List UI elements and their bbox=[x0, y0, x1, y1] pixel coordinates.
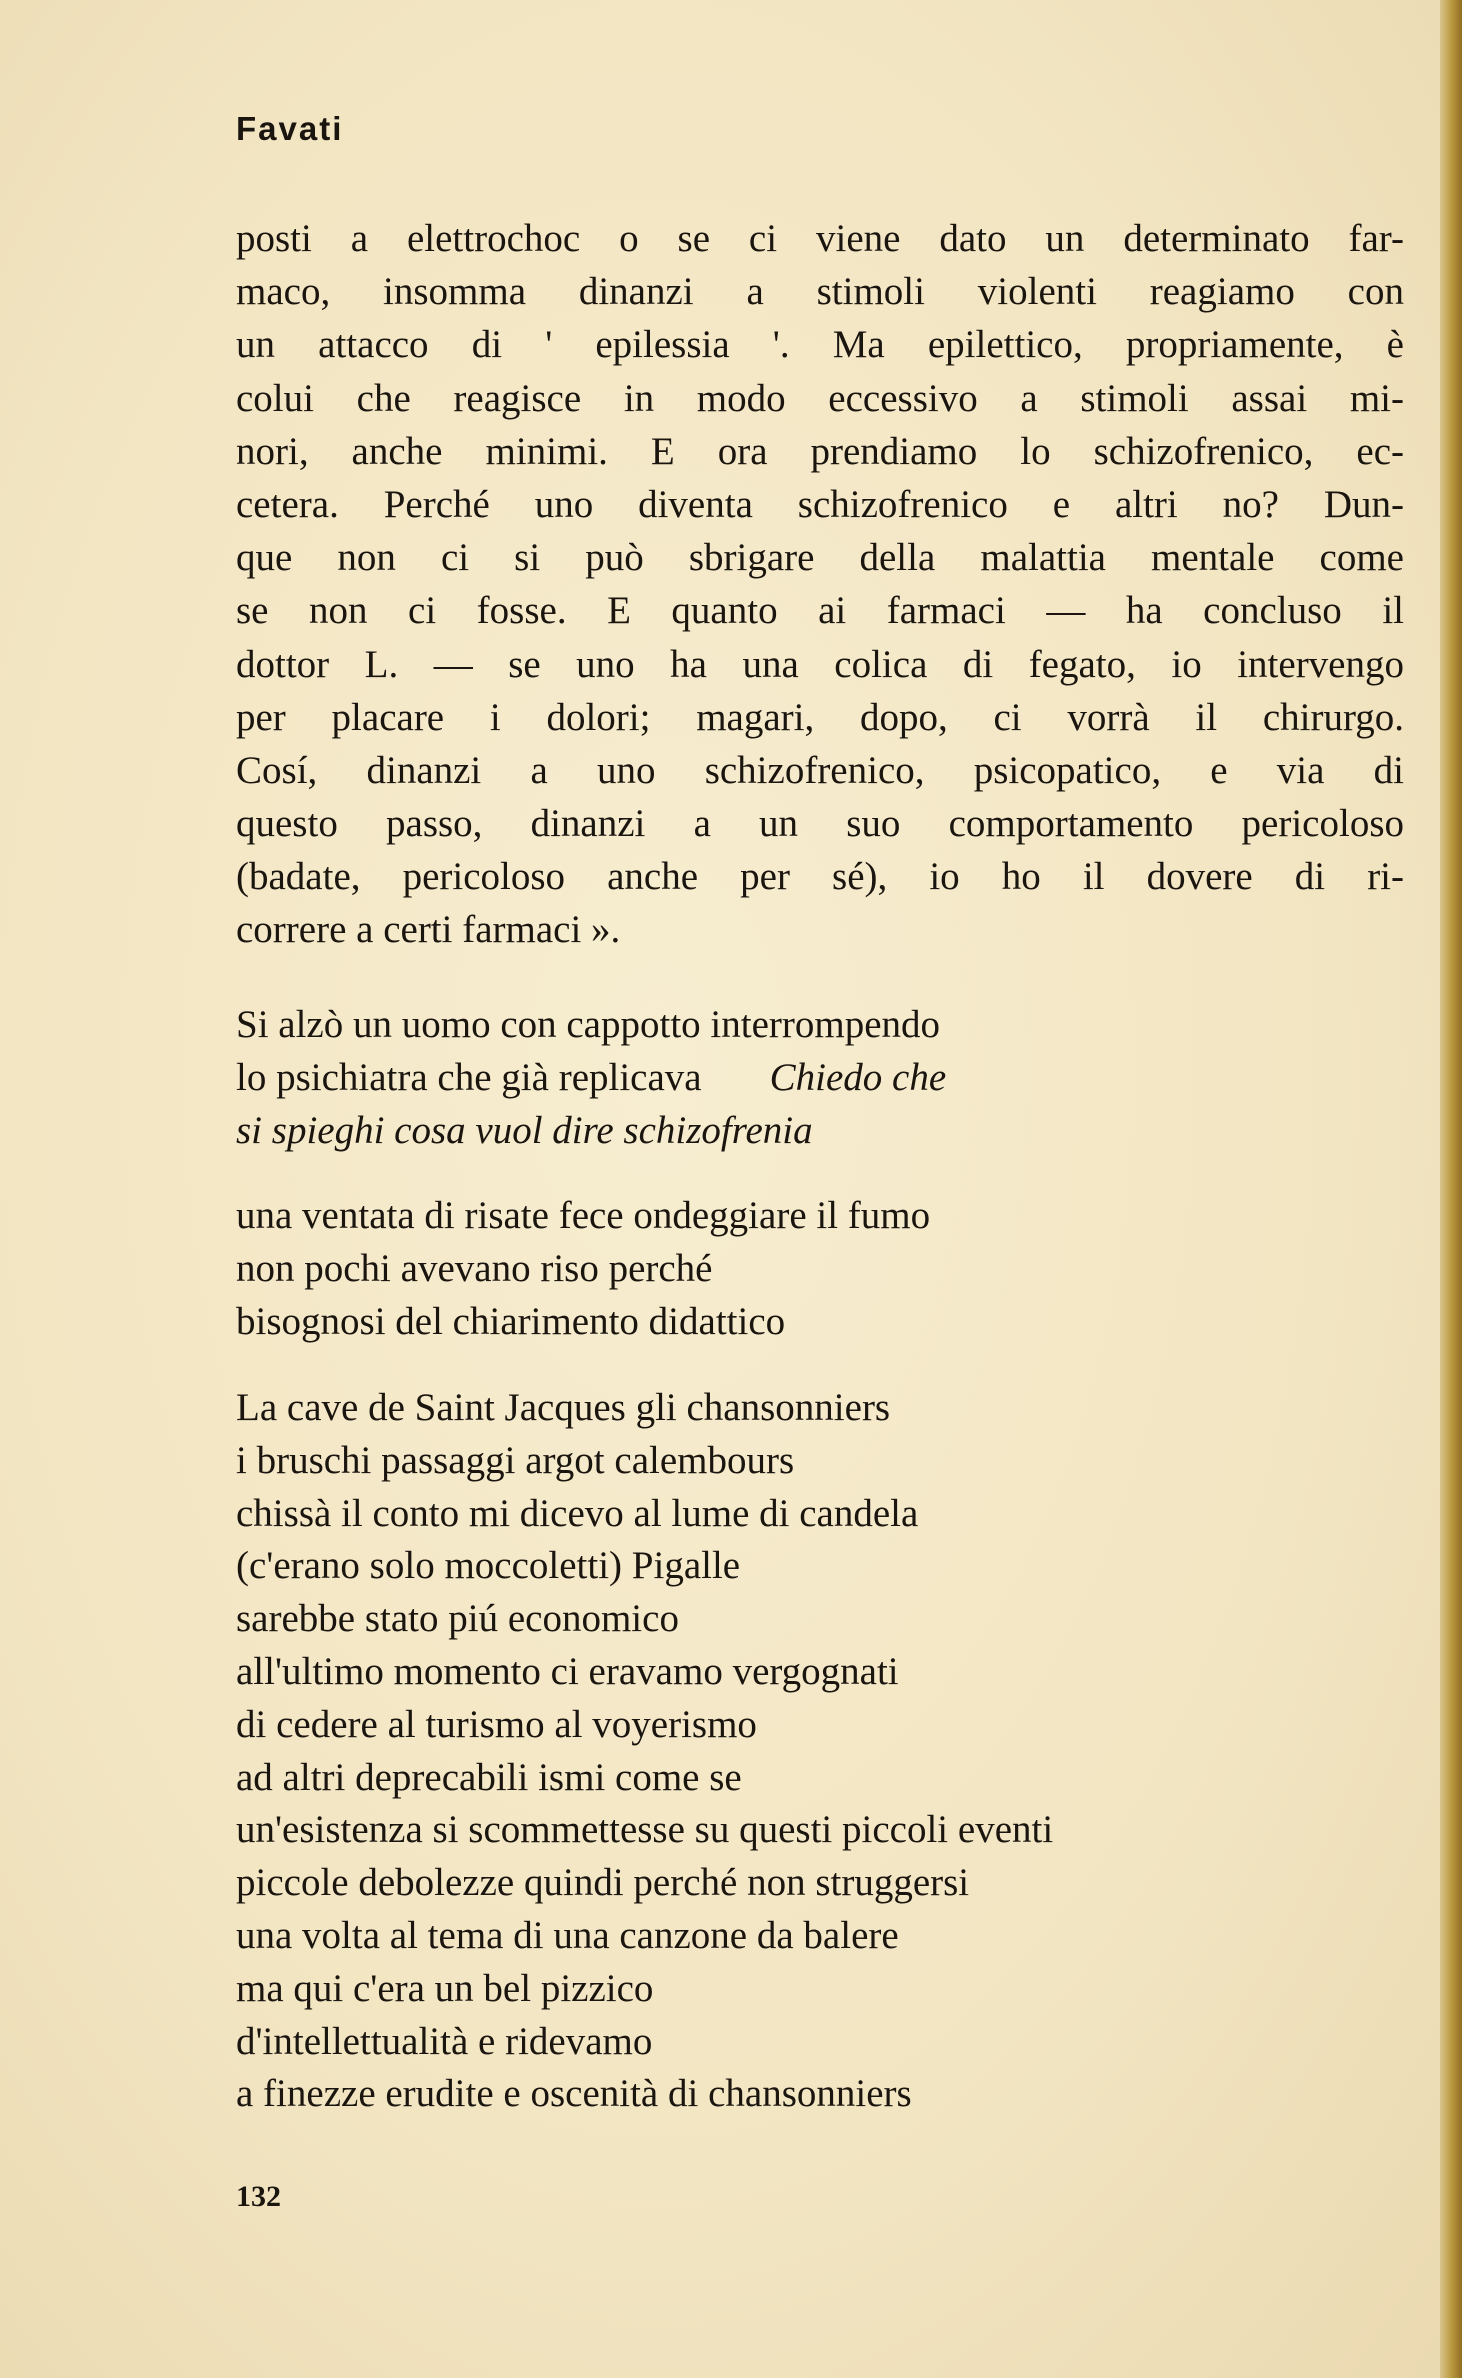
verse-stanza bbox=[236, 1190, 930, 1348]
verse-line: d'intellettualità e ridevamo bbox=[236, 2019, 653, 2063]
verse-line: ma qui c'era un bel pizzico bbox=[236, 1966, 654, 2010]
verse-line: ad altri deprecabili ismi come se bbox=[236, 1755, 742, 1799]
prose-line: que non ci si può sbrigare della malattia mentale come bbox=[236, 536, 1404, 580]
verse-line: di cedere al turismo al voyerismo bbox=[236, 1702, 757, 1746]
verse-line bbox=[236, 1052, 946, 1105]
verse-line: i bruschi passaggi argot calembours bbox=[236, 1438, 795, 1482]
verse-line: una volta al tema di una canzone da balere bbox=[236, 1913, 899, 1957]
verse-line: bisognosi del chiarimento didattico bbox=[236, 1299, 786, 1343]
verse-stanza bbox=[236, 1382, 1053, 2121]
prose-line: per placare i dolori; magari, dopo, ci vorrà il chirurgo. bbox=[236, 695, 1404, 739]
verse-segment: lo psichiatra che già replicava bbox=[236, 1055, 702, 1099]
verse-line: piccole debolezze quindi perché non struggersi bbox=[236, 1861, 970, 1905]
prose-line: nori, anche minimi. E ora prendiamo lo schizofrenico, ec- bbox=[236, 429, 1404, 473]
verse-line: Si alzò un uomo con cappotto interrompendo bbox=[236, 1003, 941, 1046]
verse-line-italic: si spieghi cosa vuol dire schizofrenia bbox=[236, 1108, 813, 1152]
verse-line: La cave de Saint Jacques gli chansonniers bbox=[236, 1386, 891, 1429]
running-head: Favati bbox=[236, 110, 344, 147]
verse-line: una ventata di risate fece ondeggiare il fumo bbox=[236, 1194, 931, 1237]
verse-segment-italic: Chiedo che bbox=[769, 1055, 947, 1099]
verse-line: non pochi avevano riso perché bbox=[236, 1246, 713, 1290]
verse-stanza bbox=[236, 999, 946, 1157]
prose-line: se non ci fosse. E quanto ai farmaci — ha concluso il bbox=[236, 589, 1404, 633]
verse-line: un'esistenza si scommettesse su questi piccoli eventi bbox=[236, 1808, 1054, 1852]
prose-line: dottor L. — se uno ha una colica di fegato, io intervengo bbox=[236, 642, 1404, 686]
prose-paragraph bbox=[236, 212, 1404, 957]
verse-line: chissà il conto mi dicevo al lume di candela bbox=[236, 1491, 919, 1535]
prose-line: maco, insomma dinanzi a stimoli violenti reagiamo con bbox=[236, 270, 1404, 314]
prose-line: correre a certi farmaci ». bbox=[236, 908, 621, 952]
prose-line: Cosí, dinanzi a uno schizofrenico, psicopatico, e via di bbox=[236, 748, 1404, 792]
prose-line: questo passo, dinanzi a un suo comportamento pericoloso bbox=[236, 802, 1404, 846]
prose-line: posti a elettrochoc o se ci viene dato un determinato far- bbox=[236, 217, 1404, 260]
verse-line: all'ultimo momento ci eravamo vergognati bbox=[236, 1649, 899, 1693]
verse-line: sarebbe stato piú economico bbox=[236, 1597, 679, 1641]
verse-line: (c'erano solo moccoletti) Pigalle bbox=[236, 1544, 741, 1588]
page-edge bbox=[1440, 0, 1462, 2378]
prose-line: un attacco di ' epilessia '. Ma epilettico, propriamente, è bbox=[236, 323, 1404, 367]
verse-line: a finezze erudite e oscenità di chansonniers bbox=[236, 2072, 912, 2116]
prose-line: (badate, pericoloso anche per sé), io ho il dovere di ri- bbox=[236, 855, 1404, 899]
prose-line: colui che reagisce in modo eccessivo a stimoli assai mi- bbox=[236, 376, 1404, 420]
prose-line: cetera. Perché uno diventa schizofrenico e altri no? Dun- bbox=[236, 482, 1404, 526]
page-number: 132 bbox=[236, 2180, 281, 2213]
